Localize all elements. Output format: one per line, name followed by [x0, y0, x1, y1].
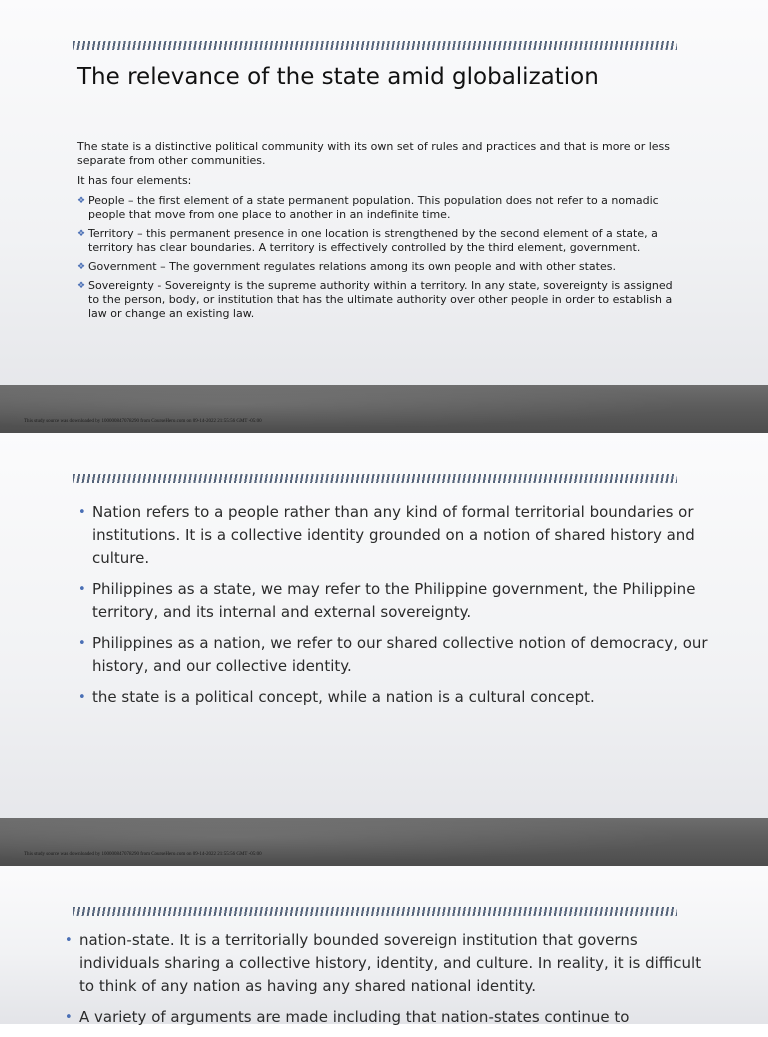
download-notice: This study source was downloaded by 100000847078290 from CourseHero.com on 09-14-2022 21:55:56 GMT -05:00 — [24, 419, 262, 424]
decorative-stripe — [73, 41, 677, 50]
list-item-text: the state is a political concept, while a nation is a cultural concept. — [92, 688, 595, 706]
list-item-text: A variety of arguments are made including that nation-states continue to — [79, 1008, 630, 1026]
list-item — [77, 227, 677, 255]
dot-bullet-icon: • — [65, 1010, 73, 1025]
list-item-text: nation-state. It is a territorially bounded sovereign institution that governs individuals sharing a collective history, identity, and culture. In reality, it is difficult to think of any nation as having any shared national identity. — [79, 931, 702, 995]
diamond-bullet-icon: ❖ — [77, 229, 86, 239]
footer-band — [0, 385, 768, 433]
slide-1 — [0, 0, 768, 433]
slide-2-bullets — [78, 501, 708, 717]
dot-bullet-icon: • — [78, 582, 86, 597]
list-item — [77, 260, 677, 274]
list-item-text: Philippines as a nation, we refer to our shared collective notion of democracy, our history, and our collective identity. — [92, 634, 708, 675]
decorative-stripe — [73, 474, 677, 483]
list-item — [78, 578, 708, 624]
diamond-bullet-icon: ❖ — [77, 262, 86, 272]
diamond-bullet-icon: ❖ — [77, 196, 86, 206]
dot-bullet-icon: • — [78, 636, 86, 651]
list-item — [77, 279, 677, 321]
dot-bullet-icon: • — [65, 933, 73, 948]
list-item-text: Territory – this permanent presence in one location is strengthened by the second element of a state, a territory has clear boundaries. A territory is effectively controlled by the third element, government. — [88, 227, 658, 254]
slide-title: The relevance of the state amid globalization — [77, 64, 599, 90]
decorative-stripe — [73, 907, 677, 916]
footer-band — [0, 818, 768, 866]
list-item-text: People – the first element of a state permanent population. This population does not refer to a nomadic people that move from one place to another in an indefinite time. — [88, 194, 659, 221]
list-item — [65, 929, 705, 998]
list-item — [65, 1006, 705, 1029]
list-item-text: Sovereignty - Sovereignty is the supreme authority within a territory. In any state, sovereignty is assigned to the person, body, or institution that has the ultimate authority over other people in order to establish a law or change an existing law. — [88, 279, 673, 320]
list-item — [78, 686, 708, 709]
slide-3-bullets — [65, 929, 705, 1037]
list-item-text: Philippines as a state, we may refer to the Philippine government, the Philippine territory, and its internal and external sovereignty. — [92, 580, 696, 621]
diamond-bullet-icon: ❖ — [77, 281, 86, 291]
dot-bullet-icon: • — [78, 505, 86, 520]
dot-bullet-icon: • — [78, 690, 86, 705]
list-item — [77, 194, 677, 222]
elements-heading: It has four elements: — [77, 174, 192, 187]
slide-1-body — [77, 140, 677, 326]
list-item-text: Government – The government regulates relations among its own people and with other states. — [88, 260, 616, 273]
intro-paragraph: The state is a distinctive political community with its own set of rules and practices and that is more or less separate from other communities. — [77, 140, 671, 167]
elements-list — [77, 194, 677, 321]
list-item — [78, 501, 708, 570]
list-item-text: Nation refers to a people rather than any kind of formal territorial boundaries or institutions. It is a collective identity grounded on a notion of shared history and culture. — [92, 503, 695, 567]
download-notice: This study source was downloaded by 100000847078290 from CourseHero.com on 09-14-2022 21:55:56 GMT -05:00 — [24, 852, 262, 857]
list-item — [78, 632, 708, 678]
